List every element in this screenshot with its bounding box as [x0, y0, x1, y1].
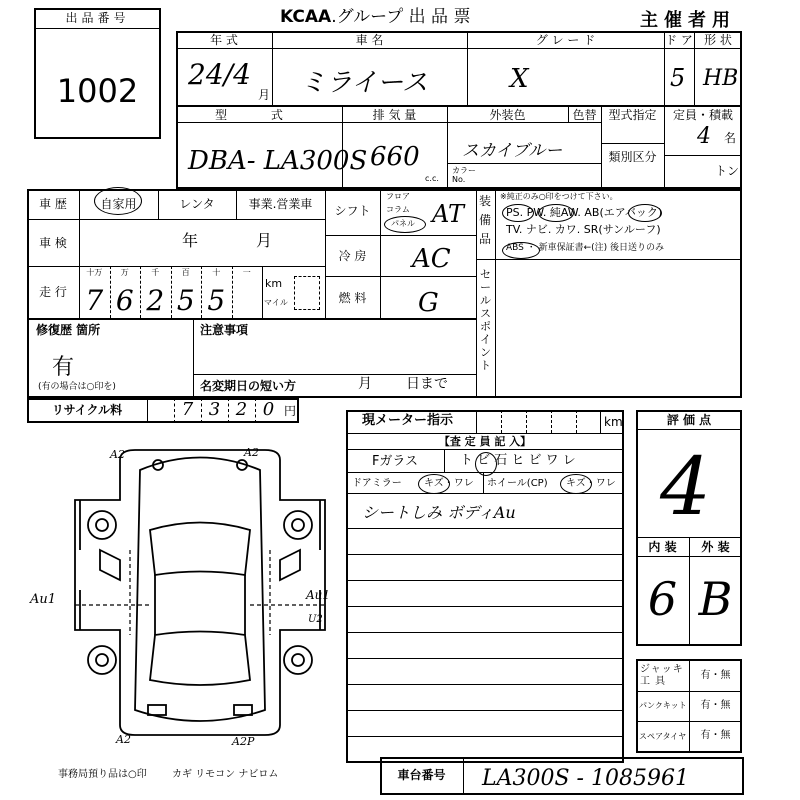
comment-ruled-line — [346, 606, 624, 607]
office-items: カギ リモコン ナビロム — [172, 769, 279, 780]
model-label: 型 式 — [215, 108, 303, 122]
chassis-label: 車台番号 — [397, 768, 446, 782]
title-logo: KCAA — [280, 7, 332, 27]
interior-score: 6 — [647, 572, 678, 626]
equipment-note: ※純正のみ○印をつけて下さい。 — [500, 192, 618, 201]
equip-ab-circle — [628, 204, 662, 222]
row2-header-line — [176, 122, 601, 123]
wheel-value: キズ・ワレ — [566, 478, 616, 489]
diagram-mark-au1-left: Au1 — [30, 592, 57, 607]
type-designation-label: 型式指定 — [608, 108, 657, 122]
tool-punctkit-value: 有・無 — [700, 700, 731, 711]
month-suffix: 月 — [258, 88, 271, 102]
shift-option-floor: フロア — [386, 192, 410, 201]
aircon-label: 冷 房 — [338, 249, 367, 263]
capacity-value: 4 — [697, 124, 711, 149]
v-salespoint — [495, 259, 496, 398]
mirror-circle — [418, 474, 450, 494]
recycle-digit-divider — [147, 398, 148, 423]
h-insp-header — [346, 449, 624, 450]
wheel-circle — [560, 474, 592, 494]
lot-box-divider — [34, 28, 161, 29]
meter-digit-divider — [476, 410, 477, 433]
notes-label: 注意事項 — [200, 323, 249, 337]
shift-panel-circle — [384, 216, 426, 233]
history-rental: レンタ — [179, 197, 215, 211]
v-equip-label — [495, 189, 496, 259]
typedes-split — [601, 143, 664, 144]
diagram-mark-a2-top-right: A2 — [244, 446, 259, 459]
fuel-label: 燃 料 — [338, 291, 367, 305]
mileage-digit-header: 千 — [151, 268, 160, 277]
meter-digit-divider — [576, 410, 577, 433]
h-history — [27, 219, 325, 220]
tool-spare-label: スペアタイヤ — [639, 732, 687, 741]
exterior-label: 外 装 — [701, 540, 730, 554]
mirror-label: ドアミラー — [352, 478, 402, 489]
comment-ruled-line — [346, 710, 624, 711]
organizer-label: 主催者用 — [640, 10, 736, 31]
h-tools1 — [636, 691, 742, 692]
interior-label: 内 装 — [648, 540, 677, 554]
h-deadline — [193, 374, 476, 375]
v-meter-km — [600, 410, 601, 433]
comment-ruled-line — [346, 658, 624, 659]
color-no-label: カラー No. — [452, 166, 476, 184]
color-value: スカイブルー — [462, 141, 563, 161]
deadline-label: 名変期日の短い方 — [200, 379, 297, 393]
repair-value: 有 — [52, 355, 75, 380]
shift-value: AT — [432, 200, 465, 228]
recycle-label: リサイクル料 — [51, 403, 123, 417]
row1-header-line — [176, 48, 742, 49]
office-note: 事務局預り品は○印 — [58, 769, 147, 780]
history-label: 車 歴 — [39, 197, 67, 211]
equipment-line3: ABS ・ 新車保証書←(注) 後日送りのみ — [506, 243, 665, 253]
equipment-label — [479, 192, 493, 249]
mileage-digit-header: 十 — [212, 268, 221, 277]
equipment-line2: TV. ナビ. カワ. SR(サンルーフ) — [506, 223, 661, 236]
comment-ruled-line — [346, 632, 624, 633]
diagram-mark-a2p-bottom: A2P — [232, 735, 255, 748]
meter-digit-divider — [501, 410, 502, 433]
equip-ps-circle — [502, 204, 534, 222]
inspector-header: 【査 定 員 記 入】 — [438, 435, 532, 448]
v-repair-notes — [193, 318, 194, 398]
exterior-score: B — [698, 572, 733, 626]
mirror-value: キズ・ワレ — [424, 478, 474, 489]
glass-circle — [475, 452, 497, 476]
history-commercial: 事業.営業車 — [248, 197, 313, 211]
mileage-label: 走 行 — [39, 285, 67, 299]
form-title — [280, 2, 470, 27]
diagram-mark-a2-top-left: A2 — [110, 448, 125, 461]
tool-jack-label: ジャッキ 工 具 — [640, 664, 684, 687]
v-shift-sub — [380, 189, 381, 318]
recycle-digit: 7 — [181, 399, 194, 420]
mileage-digit: 7 — [85, 284, 104, 317]
recycle-digit: 0 — [262, 399, 275, 420]
grade-label: グ レ ー ド — [535, 33, 596, 47]
equipment-label-text: 装備品 — [479, 194, 492, 246]
comment-ruled-line — [346, 736, 624, 737]
v-equip — [476, 189, 477, 398]
equipment-line1: PS. PW. 純AW. AB(エアバック) — [506, 206, 663, 219]
car-name-value: ミライース — [300, 68, 428, 98]
history-private-circle — [94, 187, 142, 215]
recycle-digit: 3 — [208, 399, 221, 420]
mileage-digit: 5 — [207, 284, 226, 317]
shift-label: シフト — [334, 204, 371, 218]
body-label: 形 状 — [704, 33, 732, 47]
meter-digit-divider — [551, 410, 552, 433]
diagram-mark-u2: U2 — [308, 614, 323, 625]
comment-ruled-line — [346, 684, 624, 685]
glass-label: Fガラス — [371, 454, 419, 469]
body-value: HB — [703, 66, 739, 91]
h-tools2 — [636, 721, 742, 722]
color-change-label: 色替 — [572, 108, 597, 122]
h-shaken — [27, 266, 325, 267]
mileage-digit-header: 十万 — [86, 268, 103, 277]
inspector-comment: シートしみ ボディAu — [362, 503, 516, 522]
comment-ruled-line — [346, 554, 624, 555]
diagram-mark-a2-bottom: A2 — [116, 733, 131, 746]
meter-label: 現メーター指示 — [362, 413, 454, 428]
fuel-value: G — [418, 288, 439, 318]
capacity-split — [664, 155, 742, 156]
deadline-day: 日まで — [406, 376, 448, 392]
ton-unit: トン — [715, 164, 740, 178]
meter-digit-divider — [526, 410, 527, 433]
tool-spare-value: 有・無 — [700, 730, 731, 741]
overall-score: 4 — [660, 440, 711, 533]
h-lower — [27, 318, 476, 320]
ext-color-label: 外装色 — [489, 108, 526, 122]
glass-options: ト ビ 石 ヒ ビ ワ レ — [460, 453, 576, 468]
mileage-digit-header: 百 — [181, 268, 190, 277]
cc-unit: c.c. — [425, 174, 439, 183]
class-label: 類別区分 — [608, 150, 657, 164]
repair-note: (有の場合は○印を) — [38, 382, 116, 392]
mileage-digit-divider — [232, 266, 233, 318]
shaken-label: 車 検 — [39, 236, 67, 250]
comment-ruled-line — [346, 528, 624, 529]
h-score-title — [636, 429, 742, 430]
diagram-mark-au1-right: Au1 — [306, 588, 331, 602]
mileage-mile-box — [294, 276, 320, 310]
chassis-value: LA300S - 1085961 — [482, 766, 689, 791]
year-label: 年 式 — [210, 33, 238, 47]
deadline-month: 月 — [358, 376, 372, 392]
color-no-line — [447, 163, 601, 164]
aircon-value: AC — [412, 244, 451, 274]
sales-point-text: セールスポイント — [480, 268, 491, 372]
sales-point-label — [480, 268, 493, 372]
recycle-digit: 2 — [235, 399, 248, 420]
h-shift — [325, 235, 476, 236]
doors-label: ド ア — [665, 33, 693, 47]
capacity-unit: 名 — [724, 131, 737, 145]
mileage-digit: 5 — [176, 284, 195, 317]
car-name-label: 車 名 — [355, 33, 384, 47]
h-aircon — [325, 276, 476, 277]
shaken-month-unit: 月 — [256, 231, 273, 250]
row1-bottom-line — [176, 105, 742, 107]
capacity-label: 定員・積載 — [672, 108, 733, 122]
equip-pw-circle — [538, 204, 574, 222]
comment-ruled-line — [346, 580, 624, 581]
title-rest: .グループ 出 品 票 — [331, 7, 471, 27]
shift-option-column: コラム — [386, 205, 410, 214]
meter-km: km — [604, 415, 623, 429]
repair-label: 修復歴 箇所 — [36, 323, 101, 337]
h-meter — [346, 433, 624, 434]
doors-value: 5 — [670, 64, 686, 92]
mileage-unit-km: km — [265, 277, 283, 290]
lot-number: 1002 — [56, 72, 139, 110]
mileage-digit-header: 万 — [120, 268, 129, 277]
wheel-label: ホイール(CP) — [487, 478, 548, 489]
equip-bottom — [476, 259, 742, 260]
overall-score-label: 評 価 点 — [666, 413, 712, 427]
shift-option-panel: パネル — [391, 219, 415, 228]
recycle-unit: 円 — [284, 404, 297, 418]
year-value: 24/4 — [188, 58, 251, 91]
mileage-digit-header: 一 — [242, 268, 251, 277]
mileage-unit-mile: マイル — [264, 298, 288, 307]
lot-number-label: 出品番号 — [65, 11, 130, 25]
mileage-digit-end — [262, 266, 263, 318]
mileage-digit: 6 — [115, 284, 134, 317]
displacement-label: 排 気 量 — [372, 108, 417, 122]
tool-punctkit-label: パンクキット — [639, 701, 687, 710]
v-chassis — [463, 757, 464, 795]
tool-jack-value: 有・無 — [700, 670, 731, 681]
mileage-digit: 2 — [146, 284, 165, 317]
v-glass — [444, 449, 445, 472]
grade-value: X — [510, 64, 529, 94]
displacement-value: 660 — [370, 142, 420, 172]
shaken-year-unit: 年 — [182, 231, 199, 250]
model-value: DBA- LA300S — [188, 146, 368, 176]
history-private: 自家用 — [100, 197, 137, 211]
equip-abs-circle — [502, 242, 540, 259]
